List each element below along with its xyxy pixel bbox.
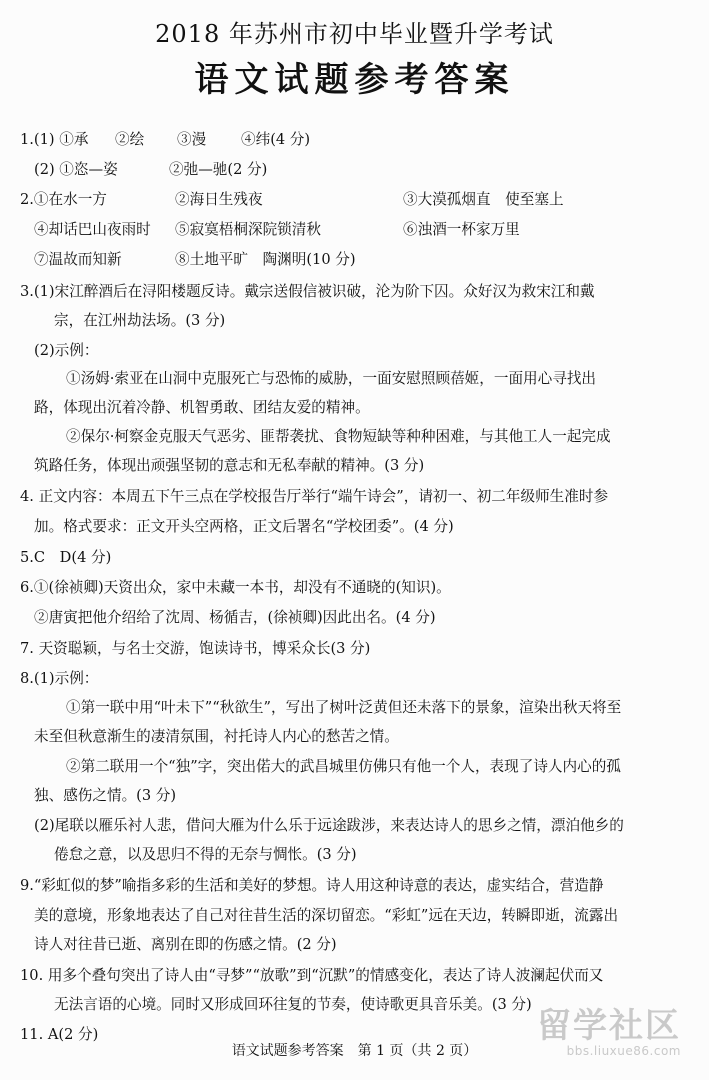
q4-line-1: 4. 正文内容：本周五下午三点在学校报告厅举行“端午诗会”，请初一、初二年级师生准时参 xyxy=(20,488,609,505)
q2-line-3: ⑦温故而知新 ⑧土地平旷 陶渊明(10 分) xyxy=(34,251,356,268)
watermark-url: bbs.liuxue86.com xyxy=(566,1044,681,1058)
q10-line-1: 10. 用多个叠句突出了诗人由“寻梦”“放歌”到“沉默”的情感变化，表达了诗人波澜起伏而又 xyxy=(20,967,604,984)
q3-line-2: 宗，在江州劫法场。(3 分) xyxy=(54,312,226,329)
q8-line-6: (2)尾联以雁乐衬人悲，借问大雁为什么乐于远途跋涉，来表达诗人的思乡之情，漂泊他乡的 xyxy=(34,817,624,834)
q8-line-3: 未至但秋意渐生的凄清氛围，衬托诗人内心的愁苦之情。 xyxy=(34,728,399,745)
q3-line-1: 3.(1)宋江醉酒后在浔阳楼题反诗。戴宗送假信被识破，沦为阶下囚。众好汉为救宋江和戴 xyxy=(20,283,595,300)
q5-line-1: 5.C D(4 分) xyxy=(20,549,112,566)
q3-line-7: 筑路任务，体现出顽强坚韧的意志和无私奉献的精神。(3 分) xyxy=(34,457,425,474)
q4-line-2: 加。格式要求：正文开头空两格，正文后署名“学校团委”。(4 分) xyxy=(34,518,454,535)
q2-line-1: 2.①在水一方 ②海日生残夜 ③大漠孤烟直 使至塞上 xyxy=(20,191,564,208)
q3-line-4: ①汤姆·索亚在山洞中克服死亡与恐怖的威胁，一面安慰照顾蓓姬，一面用心寻找出 xyxy=(66,370,597,387)
q9-line-3: 诗人对往昔已逝、离别在即的伤感之情。(2 分) xyxy=(34,936,337,953)
q3-line-6: ②保尔·柯察金克服天气恶劣、匪帮袭扰、食物短缺等种种困难，与其他工人一起完成 xyxy=(66,428,611,445)
q8-line-7: 倦怠之意，以及思归不得的无奈与惆怅。(3 分) xyxy=(54,846,357,863)
q11-line-1: 11. A(2 分) xyxy=(20,1026,99,1043)
q3-line-5: 路，体现出沉着冷静、机智勇敢、团结友爱的精神。 xyxy=(34,399,370,416)
q6-line-1: 6.①(徐祯卿)天资出众，家中未藏一本书，却没有不通晓的(知识)。 xyxy=(20,579,451,596)
page-footer: 语文试题参考答案 第 1 页（共 2 页） xyxy=(231,1043,478,1059)
q1-line-1: 1.(1) ①承 ②绘 ③漫 ④纬(4 分) xyxy=(20,131,311,148)
site-watermark xyxy=(537,1008,681,1058)
q8-line-2: ①第一联中用“叶未下”“秋欲生”，写出了树叶泛黄但还未落下的景象，渲染出秋天将至 xyxy=(66,699,622,716)
watermark-logo-text: 留学社区 xyxy=(537,1006,681,1046)
q8-line-5: 独、感伤之情。(3 分) xyxy=(34,787,177,804)
q10-line-2: 无法言语的心境。同时又形成回环往复的节奏，使诗歌更具音乐美。(3 分) xyxy=(54,996,532,1013)
q7-line-1: 7. 天资聪颖，与名士交游，饱读诗书，博采众长(3 分) xyxy=(20,640,371,657)
q8-line-1: 8.(1)示例： xyxy=(20,670,99,687)
q9-line-1: 9.“彩虹似的梦”喻指多彩的生活和美好的梦想。诗人用这种诗意的表达，虚实结合，营造静 xyxy=(20,877,604,894)
q8-line-4: ②第二联用一个“独”字，突出偌大的武昌城里仿佛只有他一个人，表现了诗人内心的孤 xyxy=(66,758,621,775)
q9-line-2: 美的意境，形象地表达了自己对往昔生活的深切留恋。“彩虹”远在天边，转瞬即逝，流露出 xyxy=(34,907,619,924)
q6-line-2: ②唐寅把他介绍给了沈周、杨循吉，(徐祯卿)因此出名。(4 分) xyxy=(34,609,436,626)
q1-line-2: (2) ①恣—姿 ②弛—驰(2 分) xyxy=(34,161,268,178)
exam-title: 2018 年苏州市初中毕业暨升学考试 xyxy=(155,20,554,48)
q2-line-2: ④却话巴山夜雨时 ⑤寂寞梧桐深院锁清秋 ⑥浊酒一杯家万里 xyxy=(34,221,520,238)
q3-line-3: (2)示例： xyxy=(34,342,99,359)
answer-key-title: 语文试题参考答案 xyxy=(194,60,515,100)
